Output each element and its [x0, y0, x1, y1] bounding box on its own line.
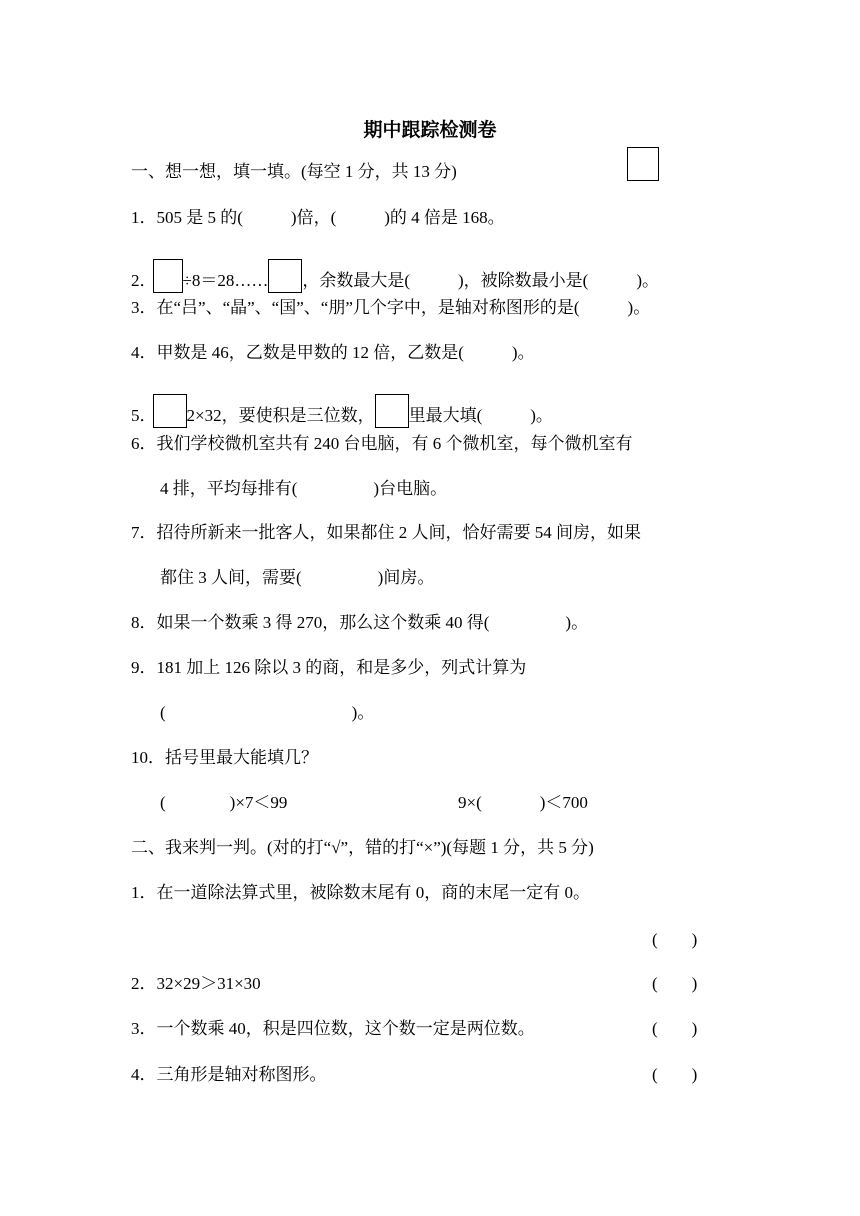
- q10-left-expression: [160, 791, 287, 815]
- q10-left-b: )×7＜99: [229, 793, 288, 812]
- question-6-line-2: [160, 477, 447, 501]
- q1-text-c: )的 4 倍是 168。: [384, 208, 505, 227]
- q9-line2a: (: [160, 703, 166, 722]
- q1-number: 1．: [131, 208, 157, 227]
- q9-line2b: )。: [351, 703, 375, 722]
- q5-text-a: 2×32，要使积是三位数，: [186, 406, 375, 425]
- q8-text: 如果一个数乘 3 得 270，那么这个数乘 40 得(: [156, 613, 490, 632]
- q5-digit-box-ref: [375, 394, 409, 428]
- judge-1-answer[interactable]: ( ): [652, 930, 698, 949]
- q3-number: 3．: [131, 298, 157, 317]
- question-5: [131, 394, 553, 428]
- question-1: [131, 206, 505, 230]
- judge-2-number: 2．: [131, 974, 157, 993]
- q2-dividend-box[interactable]: [153, 259, 183, 293]
- q3-end: )。: [627, 298, 651, 317]
- judge-item-4: [131, 1063, 327, 1087]
- judge-2-answer[interactable]: ( ): [652, 974, 698, 993]
- judge-1-number: 1．: [131, 883, 157, 902]
- q6-line2a: 4 排，平均每排有(: [160, 479, 298, 498]
- question-3: [131, 296, 650, 320]
- q7-line2a: 都住 3 人间，需要(: [160, 568, 302, 587]
- q2-text-b: ，余数最大是(: [302, 271, 411, 290]
- q1-text-a: 505 是 5 的(: [156, 208, 243, 227]
- judge-4-text: 三角形是轴对称图形。: [156, 1065, 327, 1084]
- question-9-line-2: [160, 701, 374, 725]
- question-7-line-1: [131, 521, 641, 545]
- q9-line1: 181 加上 126 除以 3 的商，和是多少，列式计算为: [156, 658, 527, 677]
- q3-text: 在“吕”、“晶”、“国”、“朋”几个字中，是轴对称图形的是(: [156, 298, 580, 317]
- q2-text-c: )，被除数最小是(: [458, 271, 589, 290]
- q10-left-a: (: [160, 793, 166, 812]
- judge-4-answer[interactable]: ( ): [652, 1065, 698, 1084]
- q2-number: 2．: [131, 271, 157, 290]
- q10-number: 10．: [131, 748, 165, 767]
- question-8: [131, 611, 588, 635]
- judge-3-number: 3．: [131, 1019, 157, 1038]
- judge-item-1: [131, 881, 590, 905]
- q8-number: 8．: [131, 613, 157, 632]
- q4-number: 4．: [131, 343, 157, 362]
- q10-right-expression: [458, 791, 588, 815]
- judge-1-text: 在一道除法算式里，被除数末尾有 0，商的末尾一定有 0。: [156, 883, 590, 902]
- q6-line2b: )台电脑。: [373, 479, 448, 498]
- q10-text: 括号里最大能填几？: [165, 748, 318, 767]
- q10-right-a: 9×(: [458, 793, 482, 812]
- score-box[interactable]: [627, 147, 659, 181]
- q7-line2b: )间房。: [377, 568, 435, 587]
- q9-number: 9．: [131, 658, 157, 677]
- q10-right-b: )＜700: [539, 793, 588, 812]
- judge-4-number: 4．: [131, 1065, 157, 1084]
- judge-item-3: [131, 1017, 535, 1041]
- q2-remainder-box[interactable]: [268, 259, 302, 293]
- q6-number: 6．: [131, 434, 157, 453]
- question-4: [131, 341, 535, 365]
- q5-number: 5．: [131, 406, 157, 425]
- question-6-line-1: [131, 432, 633, 456]
- question-10: [131, 746, 318, 770]
- q5-text-b: 里最大填(: [408, 406, 483, 425]
- q6-line1: 我们学校微机室共有 240 台电脑，有 6 个微机室，每个微机室有: [156, 434, 633, 453]
- q1-text-b: )倍，(: [290, 208, 337, 227]
- q2-text-d: )。: [636, 271, 660, 290]
- judge-3-text: 一个数乘 40，积是四位数，这个数一定是两位数。: [156, 1019, 535, 1038]
- q7-number: 7．: [131, 523, 157, 542]
- judge-2-text: 32×29＞31×30: [156, 974, 261, 993]
- section2-header: 二、我来判一判。(对的打“√”，错的打“×”)(每题 1 分，共 5 分): [131, 838, 594, 857]
- page-title: 期中跟踪检测卷: [363, 119, 497, 141]
- q8-end: )。: [565, 613, 589, 632]
- section1-header: 一、想一想，填一填。(每空 1 分，共 13 分): [131, 162, 457, 181]
- judge-item-2: [131, 972, 261, 996]
- question-2: [131, 259, 659, 293]
- question-7-line-2: [160, 566, 434, 590]
- q5-text-c: )。: [530, 406, 553, 425]
- q2-text-a: ÷8＝28……: [182, 271, 269, 290]
- q4-end: )。: [511, 343, 535, 362]
- judge-3-answer[interactable]: ( ): [652, 1019, 698, 1038]
- q5-digit-box[interactable]: [153, 394, 187, 428]
- q7-line1: 招待所新来一批客人，如果都住 2 人间，恰好需要 54 间房，如果: [156, 523, 641, 542]
- q4-text: 甲数是 46，乙数是甲数的 12 倍，乙数是(: [156, 343, 464, 362]
- question-9-line-1: [131, 656, 526, 680]
